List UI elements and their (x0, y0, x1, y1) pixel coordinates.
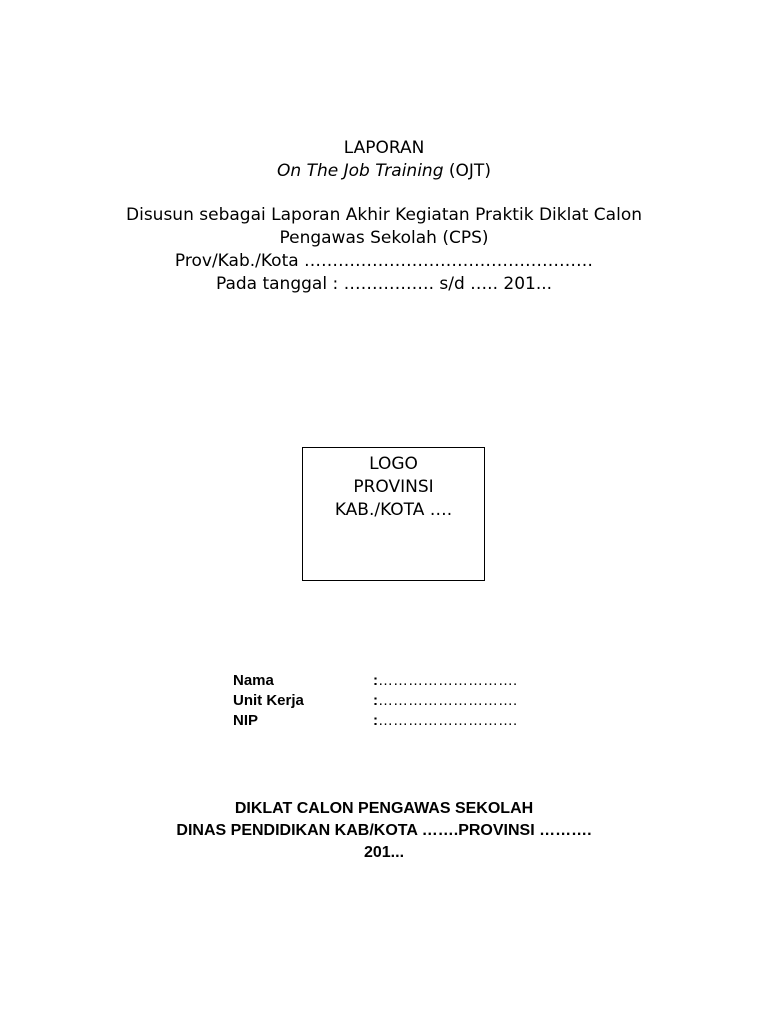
identity-colon: : (373, 712, 378, 729)
identity-dots: ………………………. (378, 692, 518, 709)
description-line-1: Disusun sebagai Laporan Akhir Kegiatan Praktik Diklat Calon (126, 205, 642, 225)
identity-row-nip (233, 711, 517, 731)
footer-line-3: 201... (363, 844, 405, 861)
description-block (0, 204, 768, 296)
report-subtitle-italic: On The Job Training (277, 161, 444, 181)
identity-label: Nama (233, 672, 274, 689)
title-block (0, 137, 768, 183)
logo-line-2: PROVINSI (353, 477, 434, 497)
identity-value (373, 671, 517, 691)
logo-line-3: KAB./KOTA …. (334, 500, 453, 520)
identity-dots: ………………………. (378, 712, 518, 729)
identity-colon: : (373, 692, 378, 709)
logo-placeholder-box (302, 447, 485, 581)
date-line: Pada tanggal : ……………. s/d ….. 201... (215, 274, 553, 294)
identity-label: NIP (233, 712, 259, 729)
description-line-2: Pengawas Sekolah (CPS) (279, 228, 489, 248)
identity-dots: ………………………. (378, 672, 518, 689)
report-subtitle (0, 160, 768, 183)
location-line: Prov/Kab./Kota …………………………………………… (174, 251, 594, 271)
footer-line-1: DIKLAT CALON PENGAWAS SEKOLAH (234, 800, 534, 817)
identity-row-nama (233, 671, 517, 691)
footer-line-2: DINAS PENDIDIKAN KAB/KOTA …….PROVINSI ………. (176, 822, 592, 839)
identity-fields (233, 671, 517, 731)
report-title: LAPORAN (343, 138, 425, 158)
identity-value (373, 711, 517, 731)
report-subtitle-suffix: (OJT) (443, 161, 491, 181)
footer-block (0, 798, 768, 864)
identity-label: Unit Kerja (233, 692, 304, 709)
identity-row-unit-kerja (233, 691, 517, 711)
identity-colon: : (373, 672, 378, 689)
identity-value (373, 691, 517, 711)
logo-line-1: LOGO (369, 454, 418, 474)
